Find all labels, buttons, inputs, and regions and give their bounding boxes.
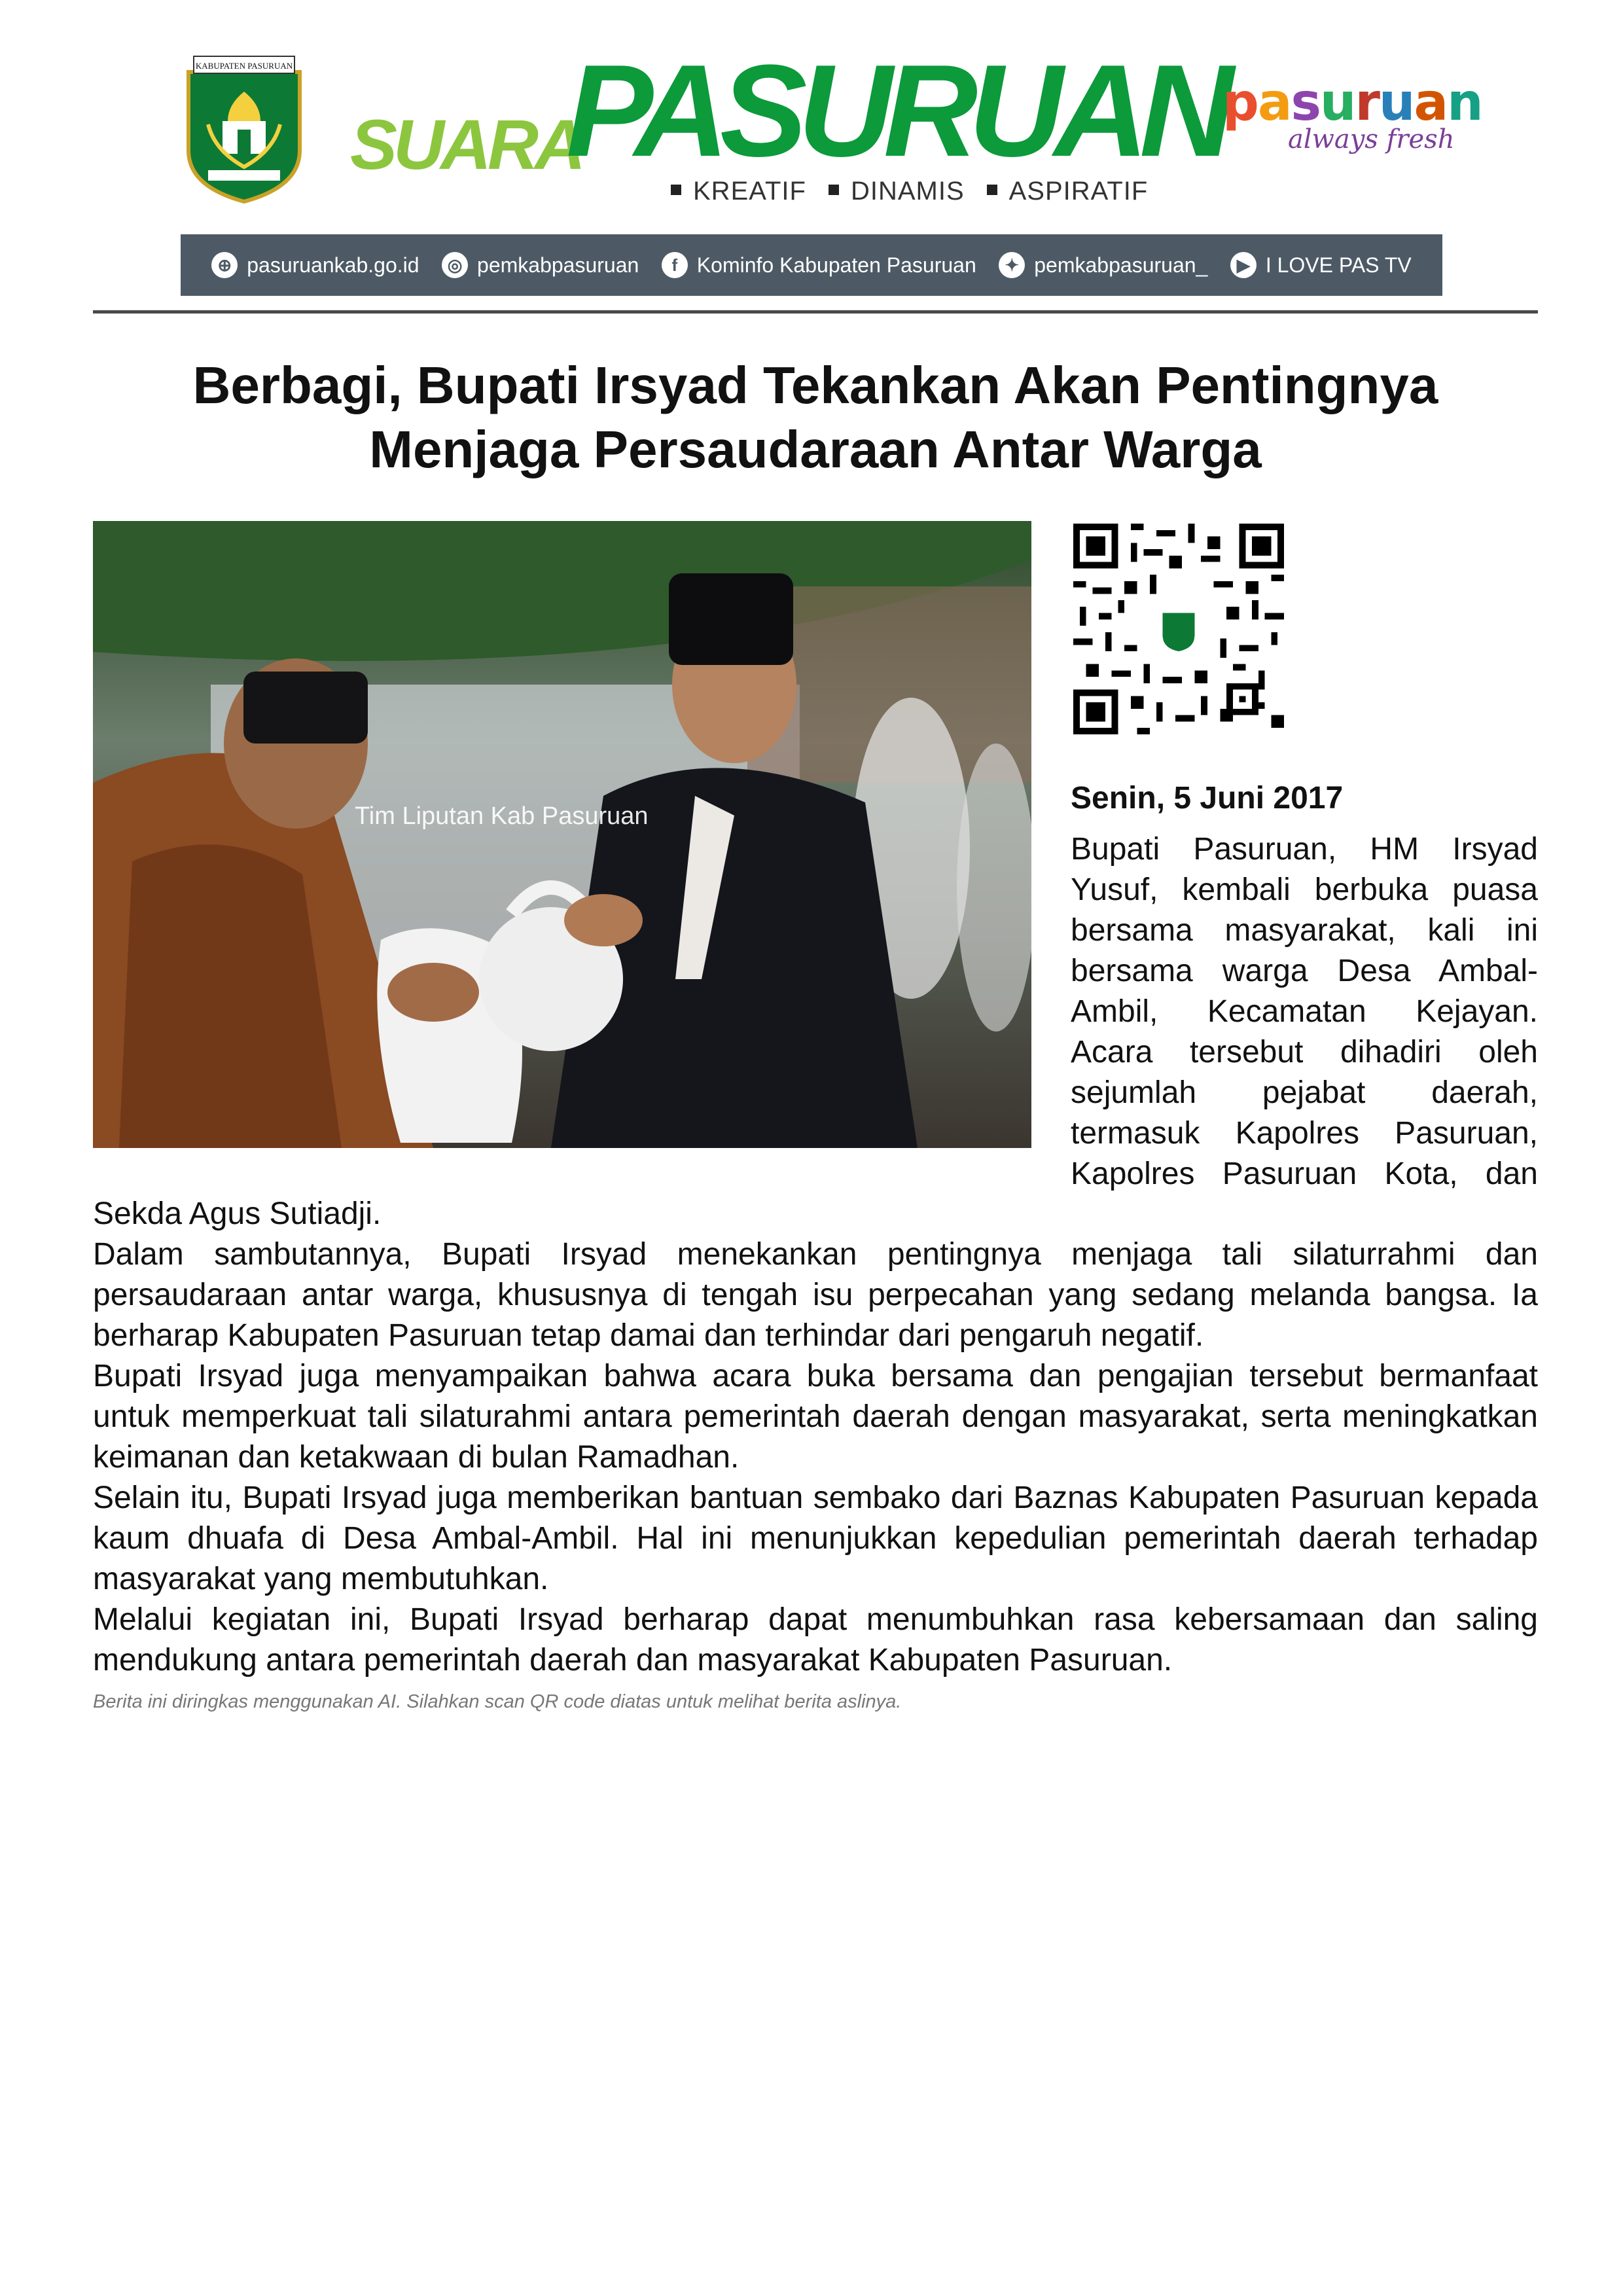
social-instagram[interactable] [442,252,639,278]
brand-suara: SUARA [350,105,582,184]
tagline [671,177,1148,206]
instagram-icon: ◎ [442,252,468,278]
social-label: pemkabpasuruan_ [1034,253,1208,277]
square-bullet-icon [987,185,997,195]
photo-credit: Tim Liputan Kab Pasuruan [355,802,649,830]
tourism-tagline: always fresh [1288,124,1455,154]
social-youtube[interactable] [1230,252,1412,278]
article-headline: Berbagi, Bupati Irsyad Tekankan Akan Pentingnya Menjaga Persaudaraan Antar Warga [192,356,1438,478]
header-divider [93,310,1538,314]
body-paragraph: Melalui kegiatan ini, Bupati Irsyad berharap dapat menumbuhkan rasa kebersamaan dan saling mendukung antara pemerintah daerah dan masyarakat Kabupaten Pasuruan. [93,1602,1538,1677]
body-paragraph: Bupati Irsyad juga menyampaikan bahwa acara buka bersama dan pengajian tersebut bermanfaat untuk memperkuat tali silaturahmi antara pemerintah daerah dengan masyarakat, serta meningkatkan keimanan dan ketakwaan di bulan Ramadhan. [93,1359,1538,1475]
photo-illustration [93,521,1031,1148]
article-photo [93,521,1031,1148]
social-facebook[interactable] [662,252,976,278]
social-twitter[interactable] [999,252,1207,278]
lead-paragraph [1071,829,1538,1194]
body-paragraph: Dalam sambutannya, Bupati Irsyad menekankan pentingnya menjaga tali silaturrahmi dan persaudaraan antar warga, khususnya di tengah isu perpecahan yang sedang melanda bangsa. Ia berharap Kabupaten Pasuruan tetap damai dan terhindar dari pengaruh negatif. [93,1237,1538,1353]
social-label: pasuruankab.go.id [247,253,419,277]
tourism-logo [1222,73,1482,182]
article-date: Senin, 5 Juni 2017 [1071,781,1344,816]
brand-wordmark [350,38,1225,209]
qr-code[interactable] [1073,524,1284,734]
body-paragraph: Selain itu, Bupati Irsyad juga memberikan bantuan sembako dari Baznas Kabupaten Pasuruan kepada kaum dhuafa di Desa Ambal-Ambil. Hal ini menunjukkan kepedulian pemerintah daerah terhadap masyarakat yang membutuhkan. [93,1480,1538,1596]
tagline-item: ASPIRATIF [987,177,1149,206]
article-body [93,1194,1538,1681]
regency-crest-logo [182,52,306,204]
svg-text:KABUPATEN PASURUAN: KABUPATEN PASURUAN [195,61,293,71]
lead-text: Bupati Pasuruan, HM Irsyad Yusuf, kembali berbuka puasa bersama masyarakat, kali ini bersama warga Desa Ambal-Ambil, Kecamatan Kejayan. Acara tersebut dihadiri oleh sejumlah pejabat daerah, termasuk Kapolres Pasuruan, Kapolres Pasuruan Kota, dan [1071,832,1538,1191]
twitter-icon: ✦ [999,252,1025,278]
facebook-icon: f [662,252,688,278]
social-label: pemkabpasuruan [477,253,639,277]
globe-icon: ⊕ [211,252,238,278]
ai-summary-note: Berita ini diringkas menggunakan AI. Silahkan scan QR code diatas untuk melihat berita aslinya. [93,1691,902,1712]
square-bullet-icon [671,185,681,195]
social-label: I LOVE PAS TV [1265,253,1412,277]
tourism-wordmark: pasuruan [1222,73,1482,132]
tagline-item: KREATIF [671,177,806,206]
social-label: Kominfo Kabupaten Pasuruan [696,253,976,277]
social-bar [181,234,1442,296]
brand-pasuruan: PASURUAN [566,38,1225,184]
social-website[interactable] [211,252,419,278]
lead-continued: Sekda Agus Sutiadji. [93,1196,382,1231]
tagline-item: DINAMIS [829,177,965,206]
youtube-icon: ▶ [1230,252,1257,278]
square-bullet-icon [829,185,839,195]
